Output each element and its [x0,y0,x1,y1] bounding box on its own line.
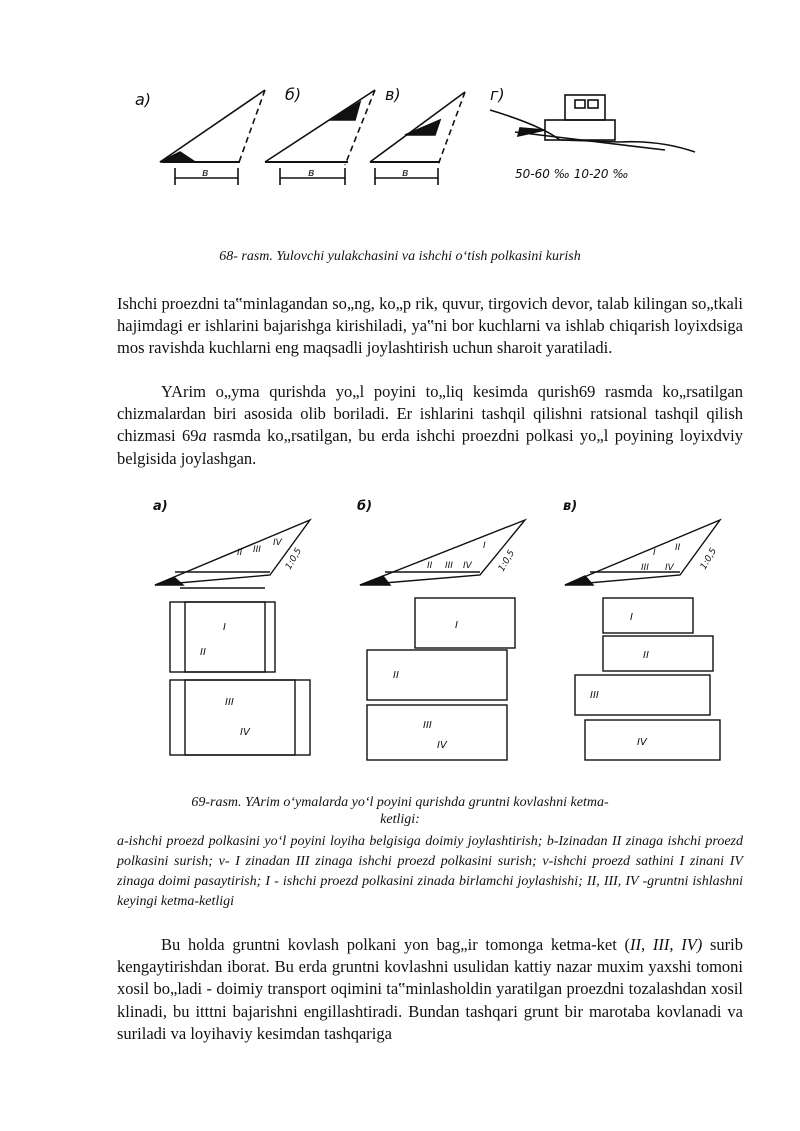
figure-68-caption: 68- rasm. Yulovchi yulakchasini va ishchi o‘tish polkasini kurish [219,249,581,264]
fig69-v-stage-1: I [653,548,656,558]
figure-69-caption-line2: ketligi: [380,812,420,827]
fig69-v-slope: 1:0,5 [698,546,720,572]
figure-69-caption [0,794,800,828]
paragraph-1: Ishchi proezdni ta‟minlagandan so„ng, ko„p rik, quvur, tirgovich devor, talab kilingan so„tkali hajimdagi er ishlarini bajarishga kirishiladi, ya‟ni bor kuchlarni va ishlab chiqarish loyixdsiga mos ravishda kuchlarni eng maqsadli joylashtirish uchun sharoit yaratiladi. [117,294,743,358]
fig69-label-b: б) [357,499,373,514]
fig68-label-b: б) [285,85,302,104]
fig69-a-stage-4: IV [273,538,282,548]
fig69-v-stage-3: III [641,563,649,573]
fig68-dim-a: в [202,166,209,179]
paragraph-3-italic: II, III, IV) [630,935,703,954]
paragraph-3-text-b: surib kengaytirishdan iborat. Bu erda gruntni kovlashni usulidan kattiy nazar muxim yaxshi tomoni xosil bo„ladi - doimiy transport oqimini ta‟minlasholdin yaratilgan proezdni tozalashdan xosil klinadi, bu itttni bajarishni engillashtiradi. Bundan tashqari grunt bir marotaba kovlanadi va suriladi va loyihaviy kesimdan tashqariga [117,935,743,1043]
fig69-b-stage-1: I [483,541,486,551]
fig69-b-stage-2: II [427,561,433,571]
fig69-b-rect-stage-3: III [423,720,432,731]
fig69-a-rect-stage-4: IV [240,727,250,738]
fig69-a-stage-3: III [253,545,261,555]
fig69-b-slope: 1:0,5 [496,548,518,574]
fig69-a-rect-stage-1: I [223,622,226,633]
fig69-v-rect-stage-3: III [590,690,599,701]
paragraph-2-text-b: rasmda ko„rsatilgan, bu erda ishchi proezdni polkasi yo„l poyining loyixdviy belgisida joylashgan. [117,426,743,468]
fig68-slopes: 50-60 ‰ 10-20 ‰ [515,167,629,181]
fig69-a-rect-stage-3: III [225,697,234,708]
paragraph-2-italic: a [198,426,207,446]
fig69-label-a: а) [153,499,168,514]
figure-69-drawing [145,490,730,775]
fig68-label-v: в) [385,85,401,104]
fig69-v-stage-4: IV [665,563,674,573]
fig68-label-g: г) [490,85,505,104]
fig69-a-rect-stage-2: II [200,647,206,658]
paragraph-3-text-a: Bu holda gruntni kovlash polkani yon bag„ir tomonga ketma-ket ( [161,935,631,954]
figure-69-caption-line1: 69-rasm. YArim o‘ymalarda yo‘l poyini qurishda gruntni kovlashni ketma- [191,795,609,810]
fig69-b-rect-stage-4: IV [437,740,447,751]
fig69-a-slope: 1:0,5 [283,546,305,572]
fig68-dim-v: в [402,166,409,179]
fig69-v-stage-2: II [675,543,681,553]
fig69-v-rect-stage-4: IV [637,737,647,748]
paragraph-3 [117,934,743,1045]
figure-68-drawing [120,70,700,200]
fig68-label-a: а) [135,90,152,109]
fig69-b-stage-4: IV [463,561,472,571]
fig69-label-v: в) [563,499,578,514]
fig69-v-rect-stage-1: I [630,612,633,623]
figure-69-legend: a-ishchi proezd polkasini yo‘l poyini loyiha belgisiga doimiy joylashtirish; b-Izinadan II zinaga ishchi proezd polkasini surish; v- I zinadan III zinaga ishchi proezd polkasini surish; v-ishchi proezd sathini I zinani IV zinaga doimi pasaytirish; I - ishchi proezd polkasini zinada birlamchi joylashishi; II, III, IV -gruntni ishlashni keyingi ketma-ketligi [117,834,743,909]
paragraph-2-text-a: YArim o„yma qurishda yo„l poyini to„liq kesimda qurish69 rasmda ko„rsatilgan chizmalardan biri asosida olib boriladi. Er ishlarini tashqil qilishni ratsional tashqil qilish chizmasi 69 [117,382,743,446]
fig69-v-rect-stage-2: II [643,650,649,661]
fig69-b-rect-stage-1: I [455,620,458,631]
fig69-a-stage-2: II [237,548,243,558]
fig68-dim-b: в [308,166,315,179]
fig69-b-stage-3: III [445,561,453,571]
paragraph-2 [117,381,743,470]
fig69-b-rect-stage-2: II [393,670,399,681]
